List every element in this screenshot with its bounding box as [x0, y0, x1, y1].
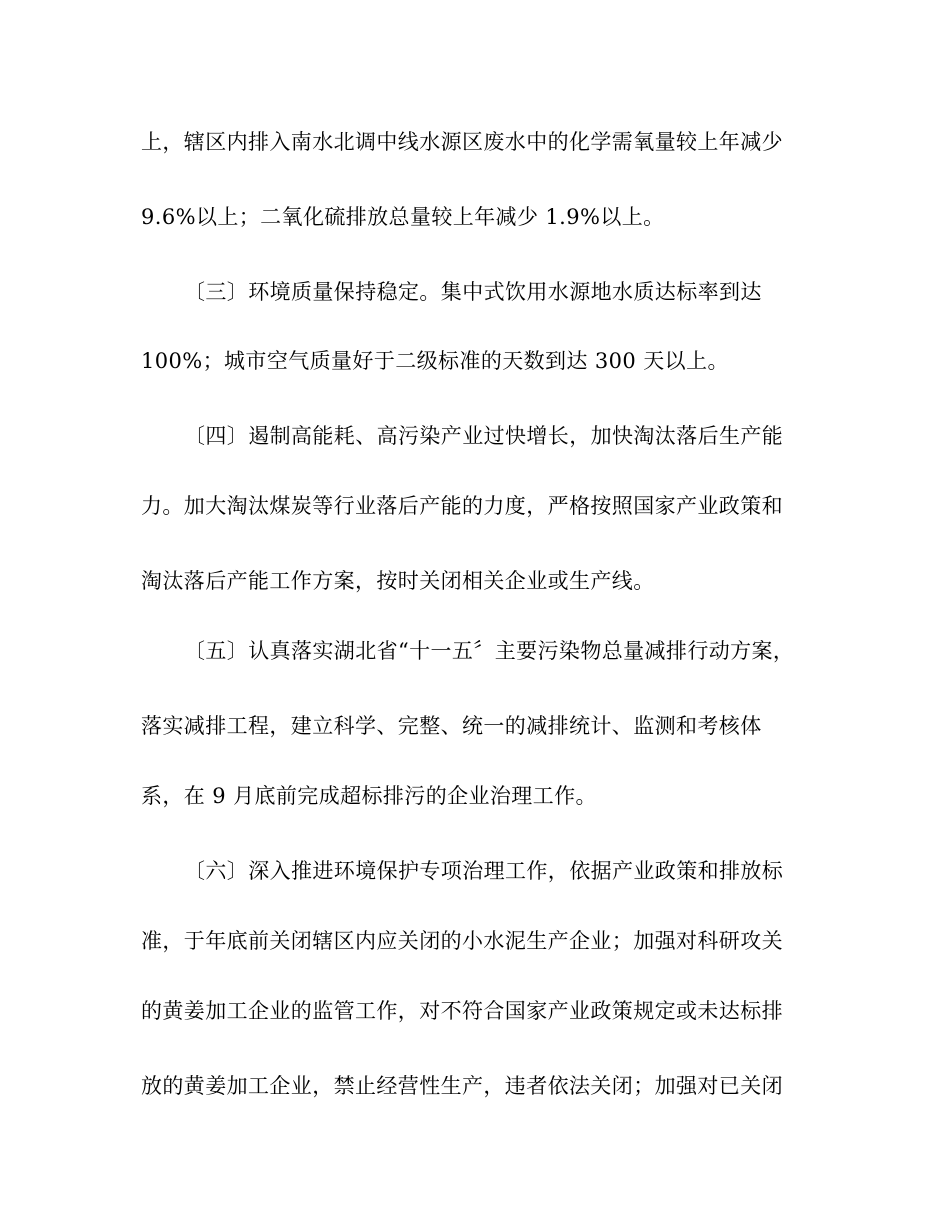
- text-line: 淘汰落后产能工作方案，按时关闭相关企业或生产线。: [141, 569, 655, 593]
- text-line: 系，在 9 月底前完成超标排污的企业治理工作。: [141, 784, 597, 808]
- paragraph-three-heading: 〔三〕环境质量保持稳定。集中式饮用水源地水质达标率到达: [184, 280, 762, 304]
- text-line: 力。加大淘汰煤炭等行业落后产能的力度，严格按照国家产业政策和: [141, 494, 783, 518]
- text-line: 落实减排工程，建立科学、完整、统一的减排统计、监测和考核体: [141, 714, 762, 738]
- text-line: 放的黄姜加工企业，禁止经营性生产，违者依法关闭；加强对已关闭: [141, 1074, 783, 1098]
- text-line: 9.6%以上；二氧化硫排放总量较上年减少 1.9%以上。: [141, 205, 665, 229]
- text-line: 的黄姜加工企业的监管工作，对不符合国家产业政策规定或未达标排: [141, 999, 783, 1023]
- text-line: 准，于年底前关闭辖区内应关闭的小水泥生产企业；加强对科研攻关: [141, 929, 783, 953]
- paragraph-five-heading: 〔五〕认真落实湖北省“十一五〞主要污染物总量减排行动方案，: [184, 639, 795, 663]
- paragraph-six-heading: 〔六〕深入推进环境保护专项治理工作，依据产业政策和排放标: [184, 859, 784, 883]
- text-line: 上，辖区内排入南水北调中线水源区废水中的化学需氧量较上年减少: [141, 130, 783, 154]
- text-line: 100%；城市空气质量好于二级标准的天数到达 300 天以上。: [141, 349, 729, 373]
- paragraph-four-heading: 〔四〕遏制高能耗、高污染产业过快增长，加快淘汰落后生产能: [184, 424, 784, 448]
